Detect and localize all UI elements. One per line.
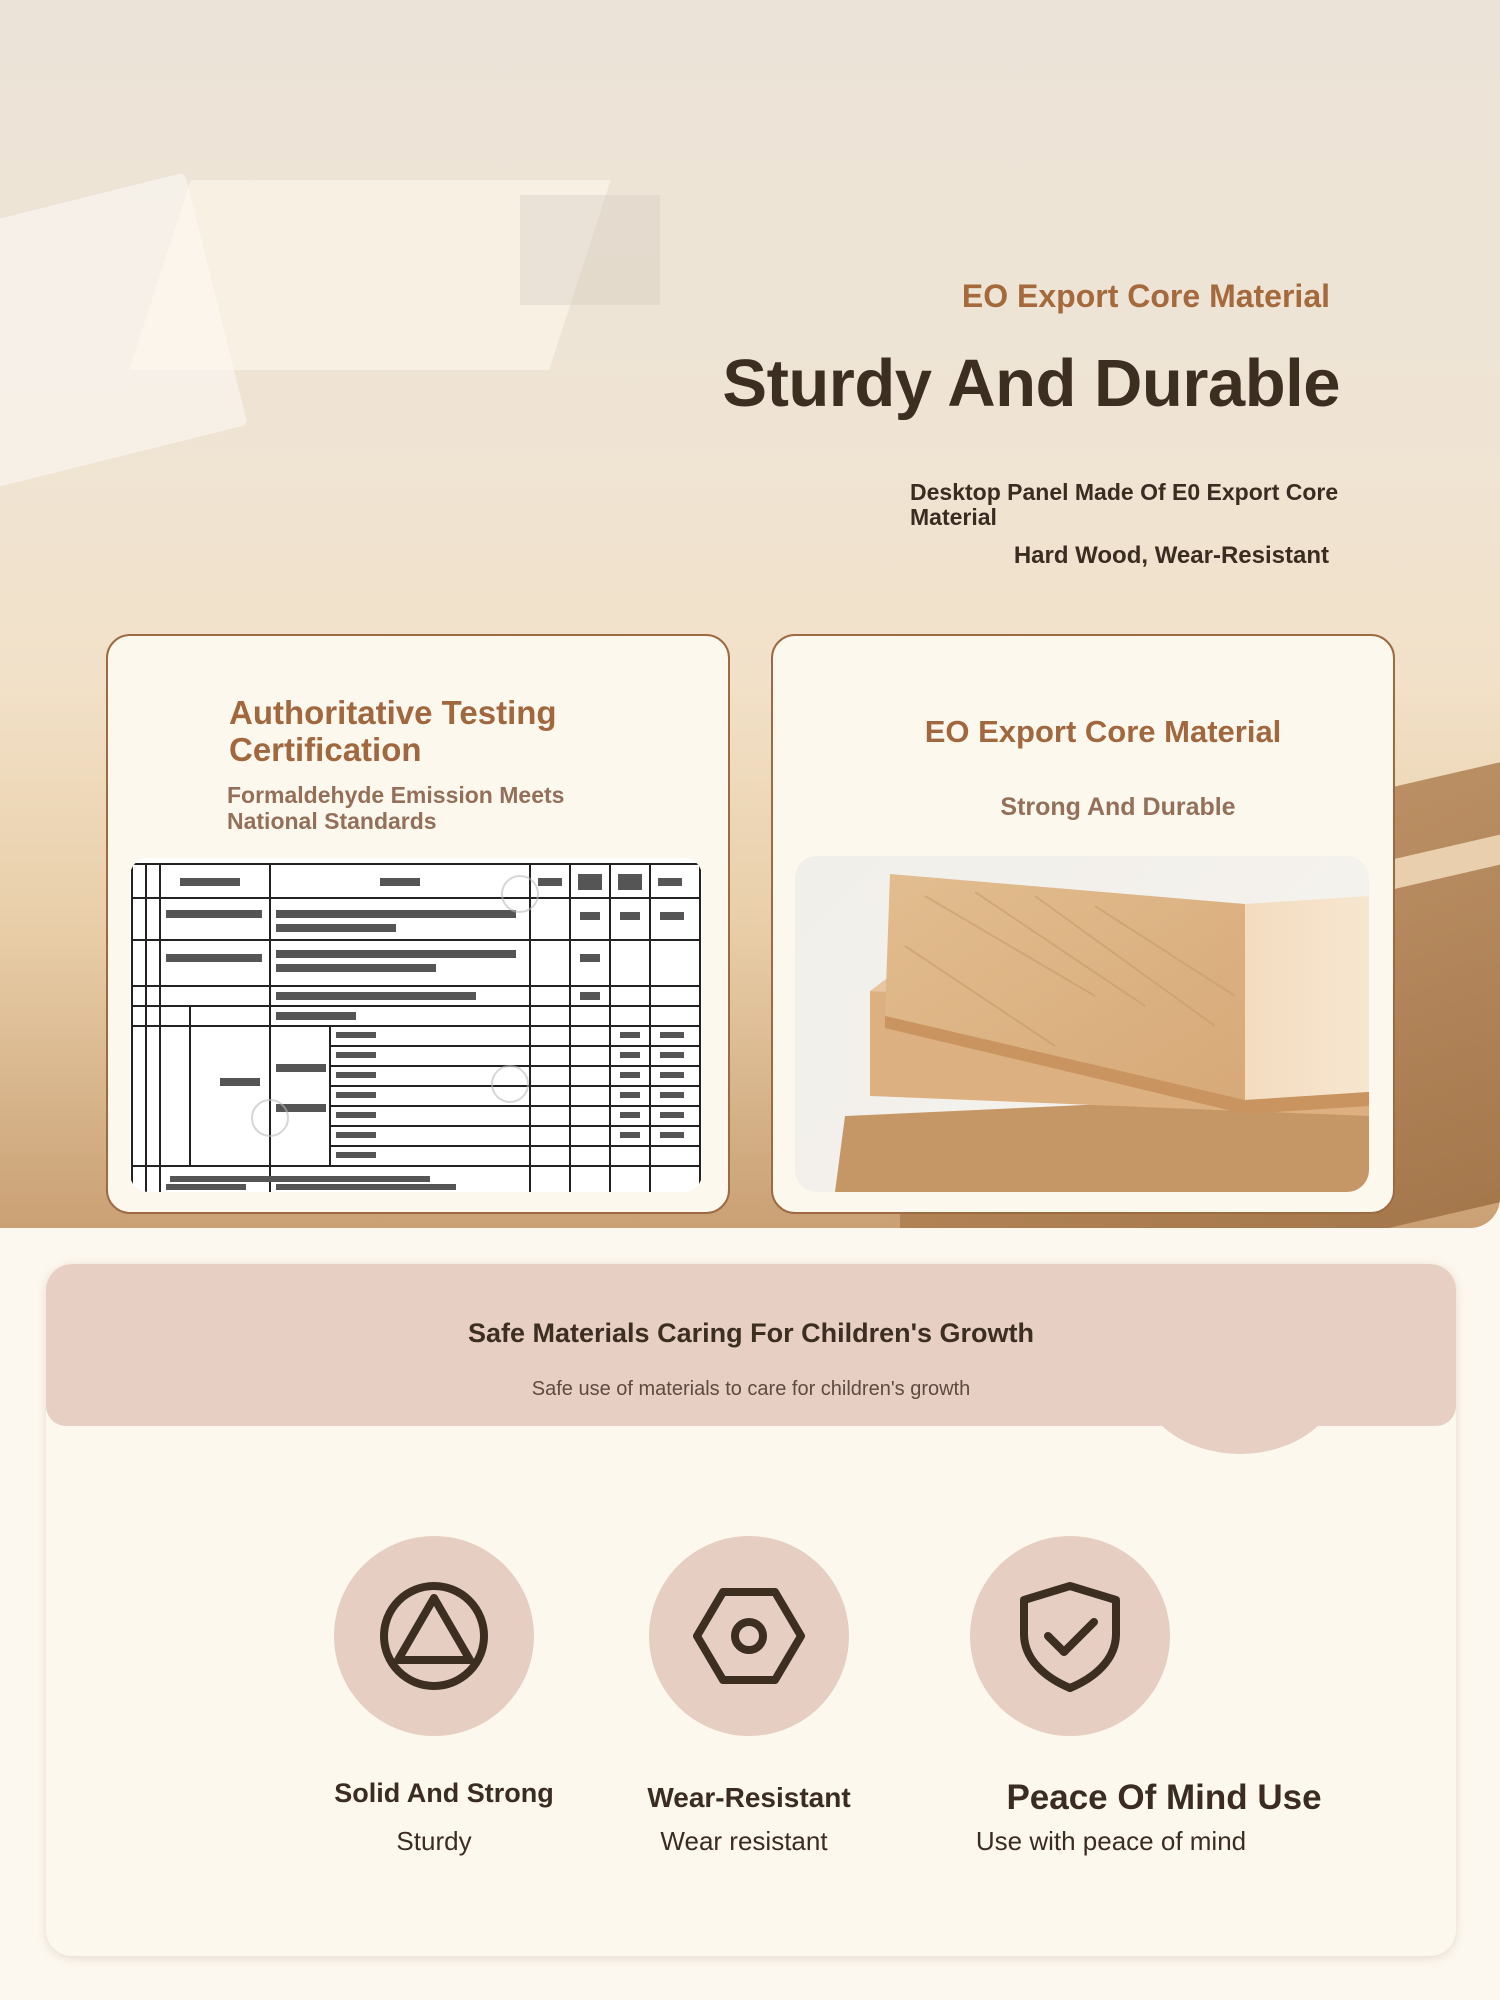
test-report-table-graphic — [130, 858, 702, 1192]
test-report-image — [130, 858, 702, 1192]
wood-board-image — [795, 856, 1369, 1192]
hero-title: Sturdy And Durable — [722, 346, 1340, 421]
background-decor — [520, 195, 660, 305]
triangle-circle-icon — [334, 1536, 534, 1736]
hero-description-secondary: Hard Wood, Wear-Resistant — [1013, 542, 1329, 569]
card-title: EO Export Core Material — [924, 714, 1282, 749]
material-card — [771, 634, 1395, 1214]
feature-name: Solid And Strong — [334, 1778, 554, 1808]
card-subtitle: Strong And Durable — [1000, 793, 1236, 821]
card-title: Authoritative Testing Certification — [229, 694, 557, 768]
safety-features-panel — [46, 1264, 1456, 1956]
card-subtitle: Formaldehyde Emission Meets National Standards — [227, 782, 565, 834]
section-title: Safe Materials Caring For Children's Growth — [467, 1318, 1035, 1348]
hexagon-nut-icon — [649, 1536, 849, 1736]
hero-eyebrow: EO Export Core Material — [961, 278, 1330, 314]
feature-name: Peace Of Mind Use — [1006, 1778, 1322, 1817]
feature-description: Use with peace of mind — [975, 1826, 1247, 1856]
wood-boards-graphic — [795, 856, 1369, 1192]
hero-description: Desktop Panel Made Of E0 Export Core Material — [910, 479, 1339, 530]
feature-description: Wear resistant — [660, 1826, 828, 1856]
certification-card — [106, 634, 730, 1214]
section-subtitle: Safe use of materials to care for children's growth — [531, 1378, 971, 1400]
shield-check-icon — [970, 1536, 1170, 1736]
feature-name: Wear-Resistant — [647, 1782, 851, 1813]
feature-description: Sturdy — [396, 1826, 472, 1856]
